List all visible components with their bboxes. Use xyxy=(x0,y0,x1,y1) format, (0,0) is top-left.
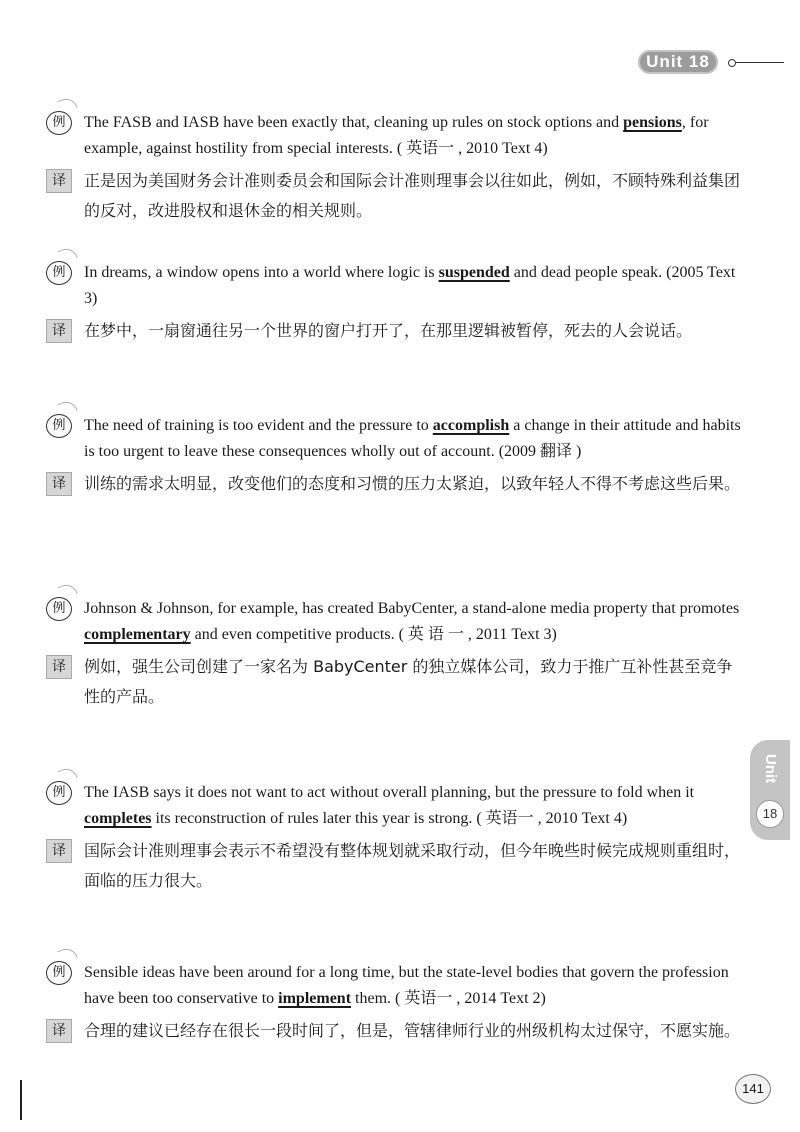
keyword: accomplish xyxy=(432,417,510,434)
example-entry xyxy=(44,260,744,346)
example-icon: 例 xyxy=(46,261,72,285)
side-unit-tab xyxy=(750,740,790,840)
header-dot-icon xyxy=(728,59,736,67)
side-unit-number: 18 xyxy=(756,800,784,828)
example-entry xyxy=(44,780,744,896)
chinese-translation: 例如，强生公司创建了一家名为 BabyCenter 的独立媒体公司，致力于推广互补性甚至竞争性的产品。 xyxy=(84,657,733,706)
translation-icon: 译 xyxy=(46,1019,72,1043)
english-text: The FASB and IASB have been exactly that, cleaning up rules on stock options and pensions, for example, against hostility from special interests. ( 英语一 , 2010 Text 4) xyxy=(84,114,709,157)
keyword: suspended xyxy=(438,264,510,281)
example-entry xyxy=(44,960,744,1046)
unit-header xyxy=(638,50,788,76)
example-icon: 例 xyxy=(46,781,72,805)
english-text: Sensible ideas have been around for a long time, but the state-level bodies that govern the profession have been too conservative to implement them. ( 英语一 , 2014 Text 2) xyxy=(84,964,729,1007)
english-text: Johnson & Johnson, for example, has created BabyCenter, a stand-alone media property that promotes complementary and even competitive products. ( 英 语 一 , 2011 Text 3) xyxy=(84,600,740,643)
example-icon: 例 xyxy=(46,961,72,985)
translation xyxy=(44,316,744,346)
keyword: completes xyxy=(84,810,152,827)
translation-icon: 译 xyxy=(46,472,72,496)
example-icon: 例 xyxy=(46,597,72,621)
translation xyxy=(44,469,744,499)
example-icon: 例 xyxy=(46,414,72,438)
page-number: 141 xyxy=(735,1074,771,1104)
example-entry xyxy=(44,596,744,712)
english-text: The need of training is too evident and the pressure to accomplish a change in their attitude and habits is too urgent to leave these consequences wholly out of account. (2009 翻译 ) xyxy=(84,417,741,460)
translation xyxy=(44,1016,744,1046)
keyword: implement xyxy=(278,990,352,1007)
example-sentence xyxy=(44,260,744,312)
chinese-translation: 训练的需求太明显，改变他们的态度和习惯的压力太紧迫，以致年轻人不得不考虑这些后果。 xyxy=(84,474,741,493)
translation-icon: 译 xyxy=(46,839,72,863)
keyword: complementary xyxy=(84,626,191,643)
chinese-translation: 国际会计准则理事会表示不希望没有整体规划就采取行动，但今年晚些时候完成规则重组时，面临的压力很大。 xyxy=(84,841,741,890)
example-sentence xyxy=(44,960,744,1012)
margin-rule xyxy=(20,1080,22,1120)
example-icon: 例 xyxy=(46,111,72,135)
translation xyxy=(44,166,744,226)
example-entry xyxy=(44,413,744,499)
english-text: The IASB says it does not want to act without overall planning, but the pressure to fold when it completes its reconstruction of rules later this year is strong. ( 英语一 , 2010 Text 4) xyxy=(84,784,695,827)
chinese-translation: 在梦中，一扇窗通往另一个世界的窗户打开了，在那里逻辑被暂停，死去的人会说话。 xyxy=(84,321,693,340)
unit-badge: Unit 18 xyxy=(638,50,718,74)
chinese-translation: 合理的建议已经存在很长一段时间了，但是，管辖律师行业的州级机构太过保守，不愿实施。 xyxy=(84,1021,741,1040)
example-entry xyxy=(44,110,744,226)
keyword: pensions xyxy=(623,114,682,131)
translation xyxy=(44,836,744,896)
example-sentence xyxy=(44,596,744,648)
translation-icon: 译 xyxy=(46,319,72,343)
example-sentence xyxy=(44,780,744,832)
header-rule xyxy=(736,62,784,63)
translation-icon: 译 xyxy=(46,655,72,679)
chinese-translation: 正是因为美国财务会计准则委员会和国际会计准则理事会以往如此，例如，不顾特殊利益集团的反对，改进股权和退休金的相关规则。 xyxy=(84,171,741,220)
translation-icon: 译 xyxy=(46,169,72,193)
translation xyxy=(44,652,744,712)
example-sentence xyxy=(44,413,744,465)
example-sentence xyxy=(44,110,744,162)
english-text: In dreams, a window opens into a world where logic is suspended and dead people speak. (2005 Text 3) xyxy=(84,264,736,307)
side-unit-label: Unit xyxy=(762,754,779,784)
